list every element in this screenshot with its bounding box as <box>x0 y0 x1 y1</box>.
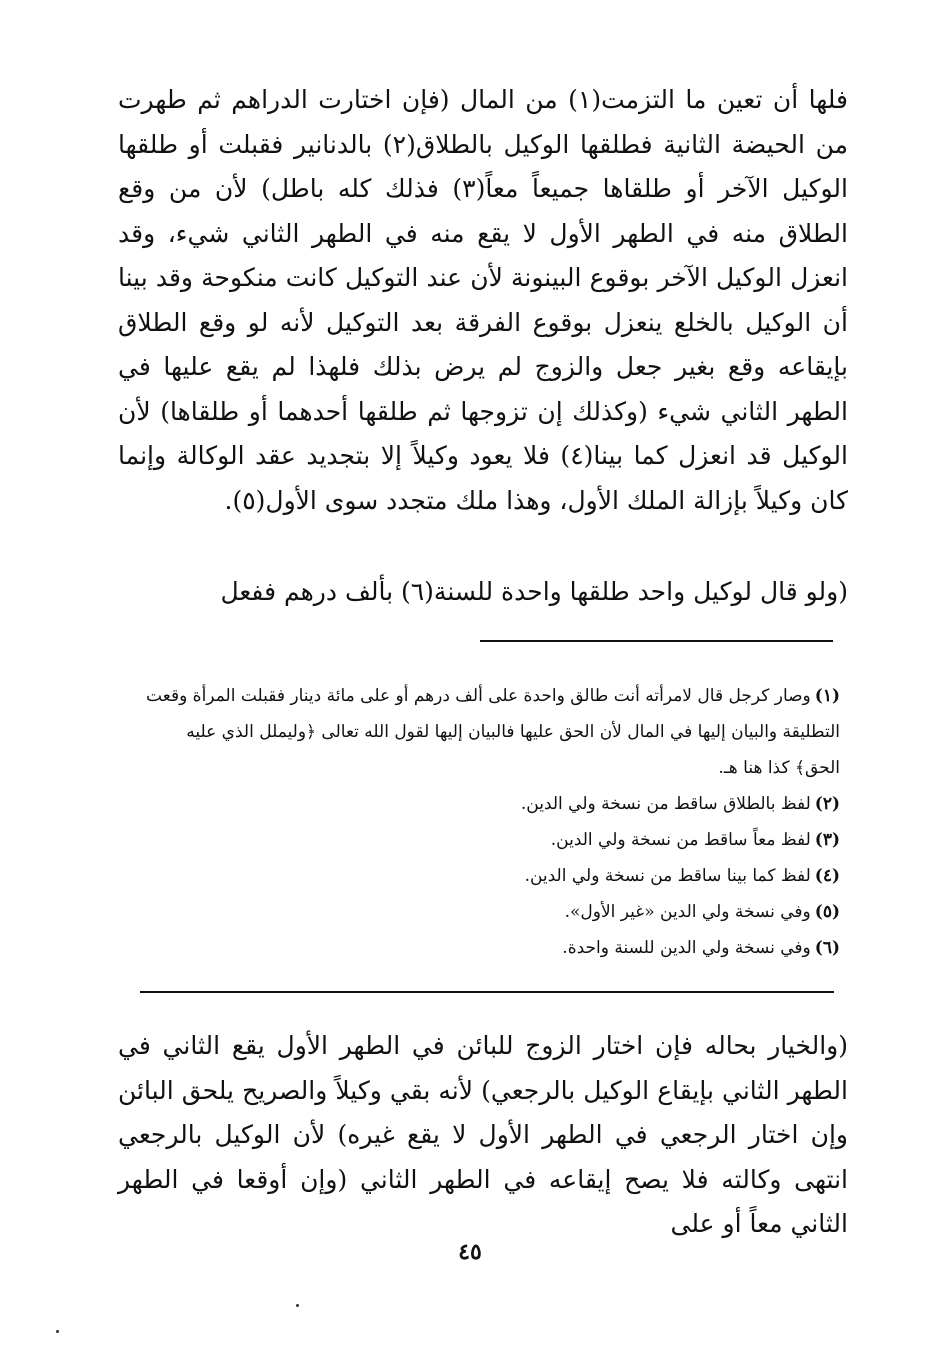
footnote-separator-bottom <box>140 991 834 993</box>
footnote-text: لفظ كما بينا ساقط من نسخة ولي الدين. <box>524 866 811 886</box>
footnote-text: وفي نسخة ولي الدين «غير الأول». <box>564 902 811 922</box>
next-paragraph: (والخيار بحاله فإن اختار الزوج للبائن في الطهر الأول يقع الثاني في الطهر الثاني بإيقاع الوكيل بالرجعي) لأنه بقي وكيلاً والصريح يلحق البائن وإن اختار الرجعي في الطهر الأول لا يقع غيره) لأن الوكيل بالرجعي انتهى وكالته فلا يصح إيقاعه في الطهر الثاني (وإن أوقعا في الطهر الثاني معاً أو على <box>118 1031 848 1238</box>
main-text-block <box>118 78 848 523</box>
footnote-text: وفي نسخة ولي الدين للسنة واحدة. <box>562 938 811 958</box>
footnote-2 <box>140 786 840 822</box>
continuation-line: (ولو قال لوكيل واحد طلقها واحدة للسنة(٦) بألف درهم ففعل <box>220 577 848 606</box>
footnote-6 <box>140 930 840 966</box>
footnote-number: (١) <box>814 686 840 706</box>
page-number: ٤٥ <box>458 1239 482 1265</box>
footnote-text: وصار كرجل قال لامرأته أنت طالق واحدة على ألف درهم أو على مائة دينار فقبلت المرأة وقعت التطليقة والبيان إليها في المال لأن الحق عليها فالبيان إليها لقول الله تعالى ﴿وليملل الذي عليه الحق﴾ كذا هنا هـ. <box>146 686 840 778</box>
main-paragraph: فلها أن تعين ما التزمت(١) من المال (فإن اختارت الدراهم ثم طهرت من الحيضة الثانية فطلقها الوكيل بالطلاق(٢) بالدنانير فقبلت أو طلقها الوكيل الآخر أو طلقاها جميعاً معاً(٣) فذلك كله باطل) لأن من وقع الطلاق منه في الطهر الأول لا يقع منه في الطهر الثاني شيء، وقد انعزل الوكيل الآخر بوقوع البينونة لأن عند التوكيل كانت منكوحة وقد بينا أن الوكيل بالخلع ينعزل بوقوع الفرقة بعد التوكيل لأنه لو وقع الطلاق بإيقاعه وقع بغير جعل والزوج لم يرض بذلك فلهذا لم يقع عليها في الطهر الثاني شيء (وكذلك إن تزوجها ثم طلقها أحدهما أو طلقاها) لأن الوكيل قد انعزل كما بينا(٤) فلا يعود وكيلاً إلا بتجديد عقد الوكالة وإنما كان وكيلاً بإزالة الملك الأول، وهذا ملك متجدد سوى الأول(٥). <box>118 85 849 515</box>
footnote-4 <box>140 858 840 894</box>
footnotes-block <box>140 678 840 966</box>
footnote-number: (٥) <box>814 902 840 922</box>
footnote-number: (٤) <box>814 866 840 886</box>
footnote-number: (٢) <box>814 794 840 814</box>
footnote-5 <box>140 894 840 930</box>
footnote-3 <box>140 822 840 858</box>
scan-speck <box>296 1304 299 1307</box>
footnote-1 <box>140 678 840 786</box>
footnote-text: لفظ معاً ساقط من نسخة ولي الدين. <box>550 830 811 850</box>
footnote-separator-top <box>480 640 833 642</box>
footnote-text: لفظ بالطلاق ساقط من نسخة ولي الدين. <box>520 794 811 814</box>
footnote-number: (٣) <box>814 830 840 850</box>
scan-speck <box>56 1330 59 1333</box>
footnote-number: (٦) <box>814 938 840 958</box>
